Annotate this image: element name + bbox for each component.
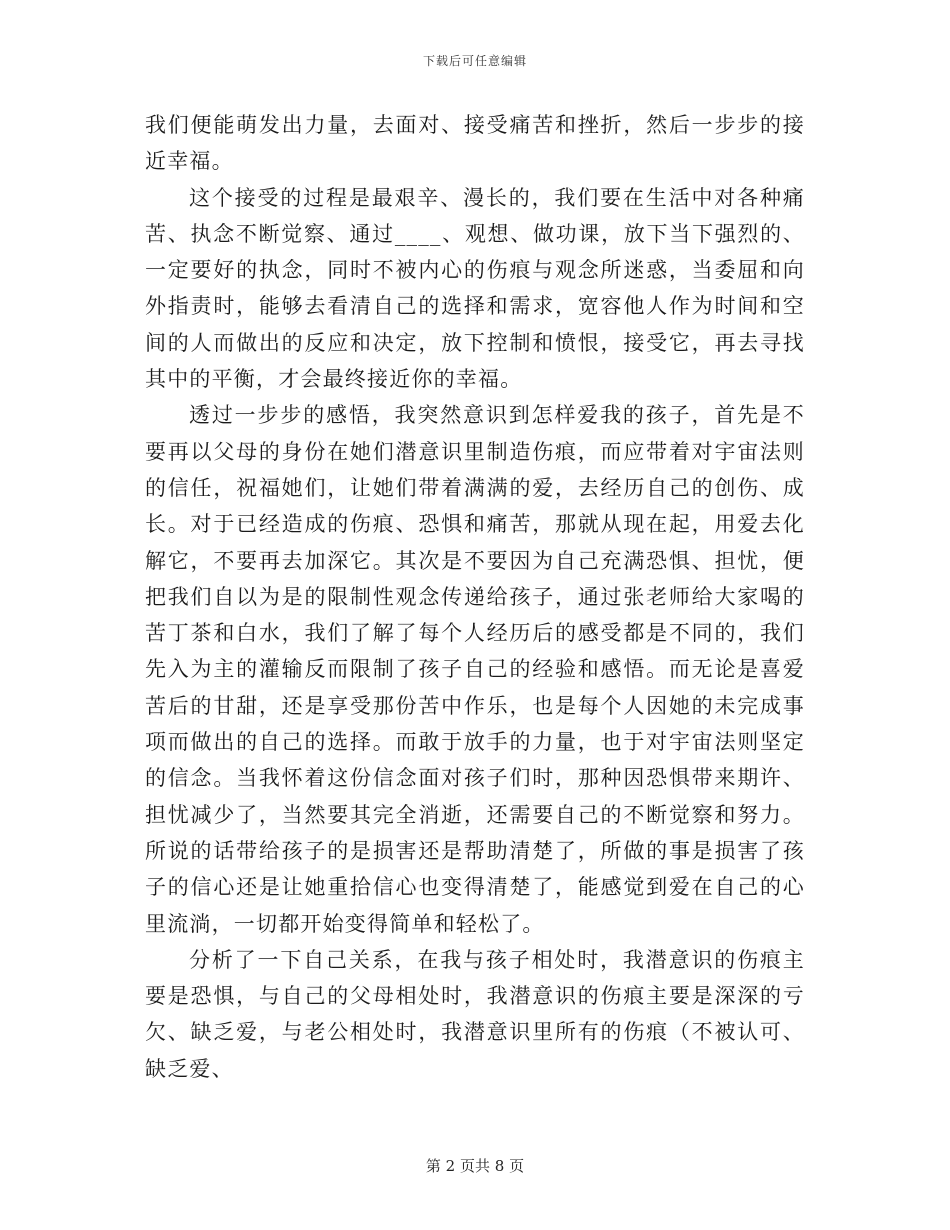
paragraph-1: 我们便能萌发出力量，去面对、接受痛苦和挫折，然后一步步的接近幸福。 [145,113,805,174]
paragraph-4: 分析了一下自己关系，在我与孩子相处时，我潜意识的伤痕主要是恐惧，与自己的父母相处时，我潜意识的伤痕主要是深深的亏欠、缺乏爱，与老公相处时，我潜意识里所有的伤痕（不被认可、缺乏爱、 [145,947,805,1081]
paragraph-3: 透过一步步的感悟，我突然意识到怎样爱我的孩子，首先是不要再以父母的身份在她们潜意识里制造伤痕，而应带着对宇宙法则的信任，祝福她们，让她们带着满满的爱，去经历自己的创伤、成长。对于已经造成的伤痕、恐惧和痛苦，那就从现在起，用爱去化解它，不要再去加深它。其次是不要因为自己充满恐惧、担忧，便把我们自以为是的限制性观念传递给孩子，通过张老师给大家喝的苦丁茶和白水，我们了解了每个人经历后的感受都是不同的，我们先入为主的灌输反而限制了孩子自己的经验和感悟。而无论是喜爱苦后的甘甜，还是享受那份苦中作乐，也是每个人因她的未完成事项而做出的自己的选择。而敢于放手的力量，也于对宇宙法则坚定的信念。当我怀着这份信念面对孩子们时，那种因恐惧带来期许、担忧减少了，当然要其完全消逝，还需要自己的不断觉察和努力。所说的话带给孩子的是损害还是帮助清楚了，所做的事是损害了孩子的信心还是让她重拾信心也变得清楚了，能感觉到爱在自己的心里流淌，一切都开始变得简单和轻松了。 [145,403,805,936]
page-header: 下载后可任意编辑 [422,54,527,68]
page-footer: 第 2 页共 8 页 [425,1157,525,1175]
document-body [145,107,805,1087]
paragraph-2: 这个接受的过程是最艰辛、漫长的，我们要在生活中对各种痛苦、执念不断觉察、通过____、观想、做功课，放下当下强烈的、一定要好的执念，同时不被内心的伤痕与观念所迷惑，当委屈和向外指责时，能够去看清自己的选择和需求，宽容他人作为时间和空间的人而做出的反应和决定，放下控制和愤恨，接受它，再去寻找其中的平衡，才会最终接近你的幸福。 [145,185,805,392]
